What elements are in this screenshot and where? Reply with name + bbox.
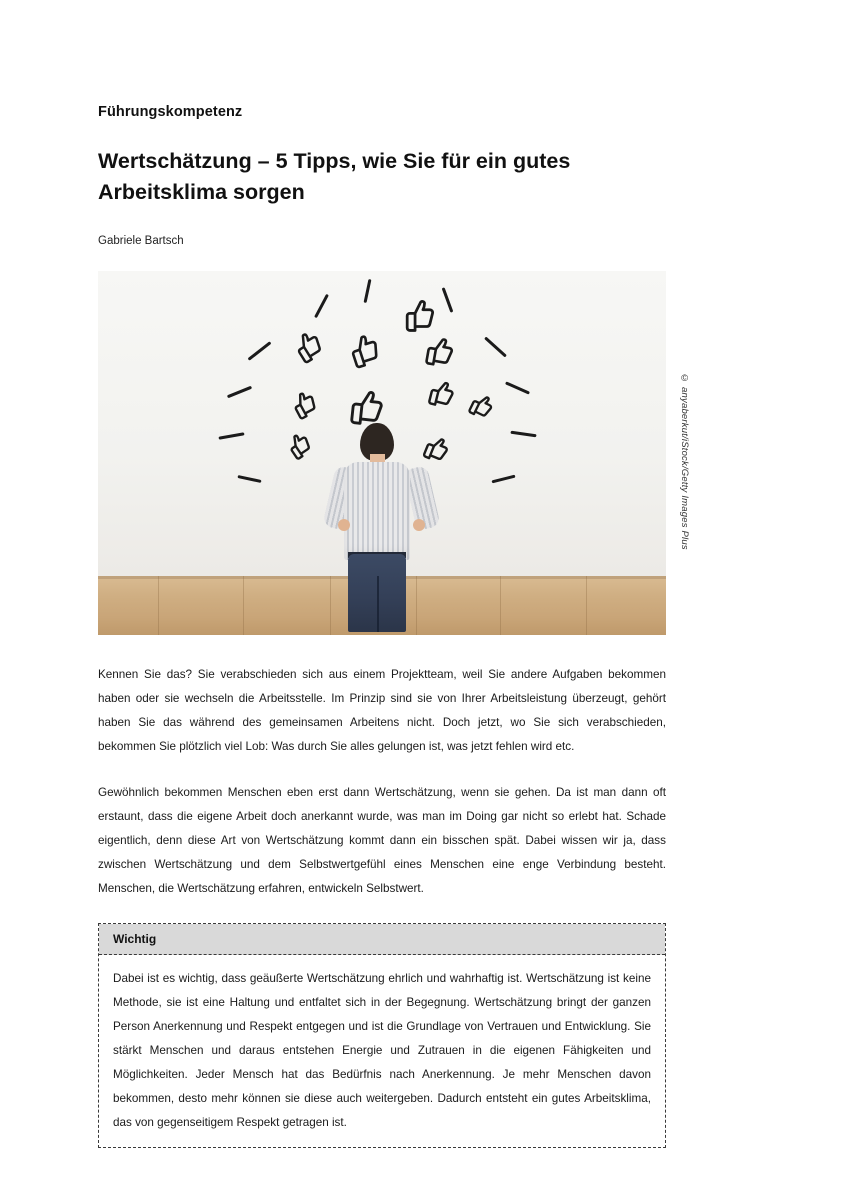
page-title: Wertschätzung – 5 Tipps, wie Sie für ein gutes Arbeitsklima sorgen bbox=[98, 149, 571, 204]
hero-image bbox=[98, 271, 666, 635]
person-silhouette bbox=[98, 271, 666, 635]
article-figure bbox=[98, 271, 690, 635]
article-kicker: Führungskompetenz bbox=[98, 104, 243, 120]
body-paragraph: Gewöhnlich bekommen Menschen eben erst dann Wertschätzung, wenn sie gehen. Da ist man dann oft erstaunt, dass die eigene Arbeit doch anerkannt wurde, was man im Doing gar nicht so erlebt hat. Schade eigentlich, denn diese Art von Wertschätzung kommt dann ein bisschen spät. Dabei wissen wir ja, dass zwischen Wertschätzung und dem Selbstwertgefühl eines Menschen eine enge Verbindung besteht. Menschen, die Wertschätzung erfahren, entwickeln Selbstwert. bbox=[98, 785, 666, 895]
callout-title: Wichtig bbox=[99, 924, 665, 955]
thumbs-up-icon bbox=[417, 330, 461, 374]
article-content bbox=[98, 104, 690, 1148]
thumbs-up-icon bbox=[398, 295, 440, 337]
body-paragraph: Kennen Sie das? Sie verabschieden sich aus einem Projektteam, weil Sie andere Aufgaben bekommen haben oder sie wechseln die Arbeitsstelle. Im Prinzip sind sie von Ihrer Arbeitsleistung überzeugt, gehört haben Sie das während des gemeinsamen Arbeitens nicht. Doch jetzt, wo Sie sich verabschieden, bekommen Sie plötzlich viel Lob: Was durch Sie alles gelungen ist, was jetzt fehlen wird etc. bbox=[98, 668, 666, 753]
callout-box bbox=[98, 923, 666, 1148]
thumbs-up-icon bbox=[341, 383, 392, 434]
article-author: Gabriele Bartsch bbox=[98, 235, 184, 248]
callout-text: Dabei ist es wichtig, dass geäußerte Wertschätzung ehrlich und wahrhaftig ist. Wertschätzung ist keine Methode, sie ist eine Haltung und entfaltet sich in der Begegnung. Wertschätzung bringt der ganzen Person Anerkennung und Respekt entgegen und ist die Grundlage von Vertrauen und Entwicklung. Sie stärkt Menschen und daraus entstehen Energie und Zutrauen in die eigenen Fähigkeiten und Möglichkeiten. Jeder Mensch hat das Bedürfnis nach Anerkennung. Je mehr Menschen davon bekommen, desto mehr können sie diese auch weitergeben. Dadurch entsteht ein gutes Arbeitsklima, das von gegenseitigem Respekt getragen ist. bbox=[113, 971, 651, 1129]
image-credit: © anyaberkut/iStock/Getty Images Plus bbox=[679, 373, 690, 550]
callout-body bbox=[99, 955, 665, 1147]
